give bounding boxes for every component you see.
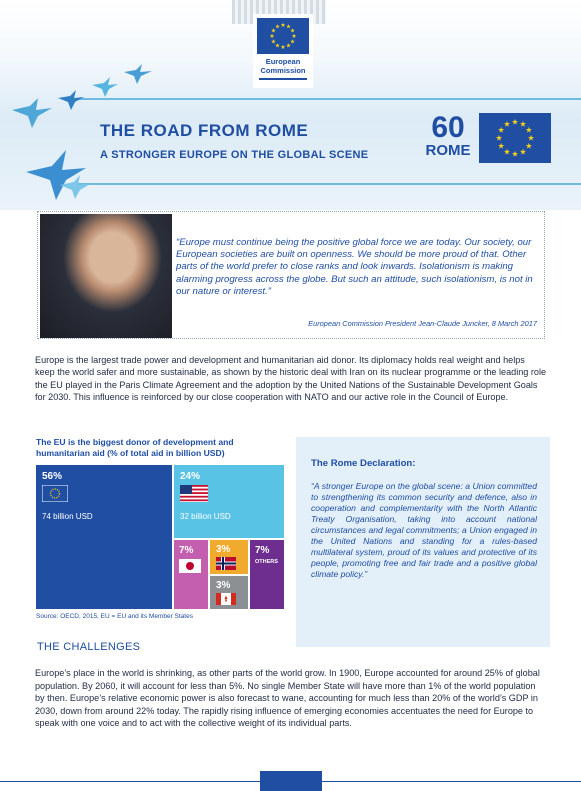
eu-star xyxy=(281,23,286,27)
eu-flag-icon xyxy=(42,485,68,502)
chart-tile-value: 32 billion USD xyxy=(180,512,231,521)
eu-star xyxy=(520,121,526,127)
chart-tile-percent: 3% xyxy=(216,544,231,555)
eu-star xyxy=(281,45,286,49)
page-subtitle: A STRONGER EUROPE ON THE GLOBAL SCENE xyxy=(100,149,369,161)
chart-tile-percent: 24% xyxy=(180,471,201,482)
eu-star xyxy=(286,24,291,28)
eu-star xyxy=(271,28,276,32)
dove-icon xyxy=(124,64,152,84)
eu-star xyxy=(292,34,297,38)
chart-tile-percent: 7% xyxy=(255,545,270,556)
eu-star xyxy=(520,149,526,155)
rome-60-logo xyxy=(420,113,476,159)
eu-star xyxy=(275,24,280,28)
eu-star xyxy=(271,39,276,43)
eu-star xyxy=(275,43,280,47)
rome-declaration-text: “A stronger Europe on the global scene: a Union committed to strengthening its common security and defence, also in cooperation and complementarity with the North Atlantic Treaty Organisation, taking into account national circumstances and legal commitments; a Union engaged in the United Nations and standing for a rules-based multilateral system, proud of its values and protective of its people, promoting free and fair trade and a positive global climate policy.” xyxy=(311,481,537,579)
eu-star xyxy=(528,135,534,141)
eu-flag-icon xyxy=(479,113,551,163)
chart-tile-value: 74 billion USD xyxy=(42,512,93,521)
chart-tile-label: OTHERS xyxy=(255,559,278,565)
chart-tile-percent: 7% xyxy=(179,545,194,556)
us-flag-icon xyxy=(180,485,208,502)
canada-flag-icon xyxy=(216,593,236,605)
dove-icon xyxy=(58,90,84,110)
chart-tile-others xyxy=(250,540,284,609)
chart-tile-percent: 56% xyxy=(42,471,63,482)
org-name: European Commission xyxy=(260,57,306,75)
rome-declaration-title: The Rome Declaration: xyxy=(311,458,416,469)
footer-bar xyxy=(260,771,322,791)
eu-star xyxy=(504,149,510,155)
eu-star xyxy=(270,34,275,38)
quote-attribution: European Commission President Jean-Claude Juncker, 8 March 2017 xyxy=(308,319,537,328)
anniversary-word: ROME xyxy=(425,142,471,159)
header-stripe-top xyxy=(76,98,581,100)
chart-tile-japan xyxy=(174,540,208,609)
norway-flag-icon xyxy=(216,557,236,570)
chart-title: The EU is the biggest donor of development and humanitarian aid (% of total aid in billion USD) xyxy=(36,437,234,458)
eu-star xyxy=(290,28,295,32)
chart-tile-percent: 3% xyxy=(216,580,231,591)
dove-icon xyxy=(60,175,90,199)
chart-tile-usa xyxy=(174,465,284,538)
challenges-heading: THE CHALLENGES xyxy=(37,641,141,653)
dove-icon xyxy=(92,77,118,97)
eu-star xyxy=(286,43,291,47)
anniversary-number: 60 xyxy=(431,111,465,144)
eu-flag-icon xyxy=(257,18,309,54)
chart-tile-canada xyxy=(210,576,248,609)
eu-star xyxy=(498,143,504,149)
eu-star xyxy=(526,127,532,133)
eu-star xyxy=(512,151,518,157)
logo-underline xyxy=(259,78,307,80)
eu-star xyxy=(526,143,532,149)
eu-star xyxy=(290,39,295,43)
eu-star xyxy=(512,119,518,125)
european-commission-logo xyxy=(253,14,313,88)
speaker-photo xyxy=(40,214,172,338)
chart-tile-norway xyxy=(210,540,248,574)
chart-source: Source: OECD, 2015, EU = EU and its Member States xyxy=(36,613,193,620)
header-stripe-bottom xyxy=(76,183,581,185)
page-title: THE ROAD FROM ROME xyxy=(100,121,309,140)
challenges-paragraph: Europe’s place in the world is shrinking, as other parts of the world grow. In 1900, Europe accounted for around 25% of global population. By 2060, it will account for less than 5%. No single Member State will have more than 1% of the world population by then. Europe’s relative economic power is also forecast to wane, accounting for much less than 20% of the world’s GDP in 2030, down from around 22% today. The rapidly rising influence of emerging economies accentuates the need for Europe to speak with one voice and to act with the collective weight of its individual parts. xyxy=(35,668,540,729)
dove-icon xyxy=(12,98,52,128)
eu-star xyxy=(504,121,510,127)
quote-text: “Europe must continue being the positive global force we are today. Our society, our European societies are built on openness. We should be more proud of that. Other parts of the world prefer to close ranks and look inwards. Isolationism is making alarming progress across the globe. But such an attitude, such isolationism, is not in our nature or interest.” xyxy=(176,237,533,297)
eu-star xyxy=(496,135,502,141)
eu-star xyxy=(498,127,504,133)
intro-paragraph: Europe is the largest trade power and development and humanitarian aid donor. Its diplomacy holds real weight and helps keep the world safer and more sustainable, as shown by the historic deal with Iran on its nuclear programme or the leading role the EU played in the Paris Climate Agreement and the adoption by the United Nations of the Sustainable Development Goals for 2030. This influence is reinforced by our close cooperation with NATO and our active role in the Council of Europe. xyxy=(35,355,547,403)
chart-tile-eu xyxy=(36,465,172,609)
japan-flag-icon xyxy=(179,559,201,573)
